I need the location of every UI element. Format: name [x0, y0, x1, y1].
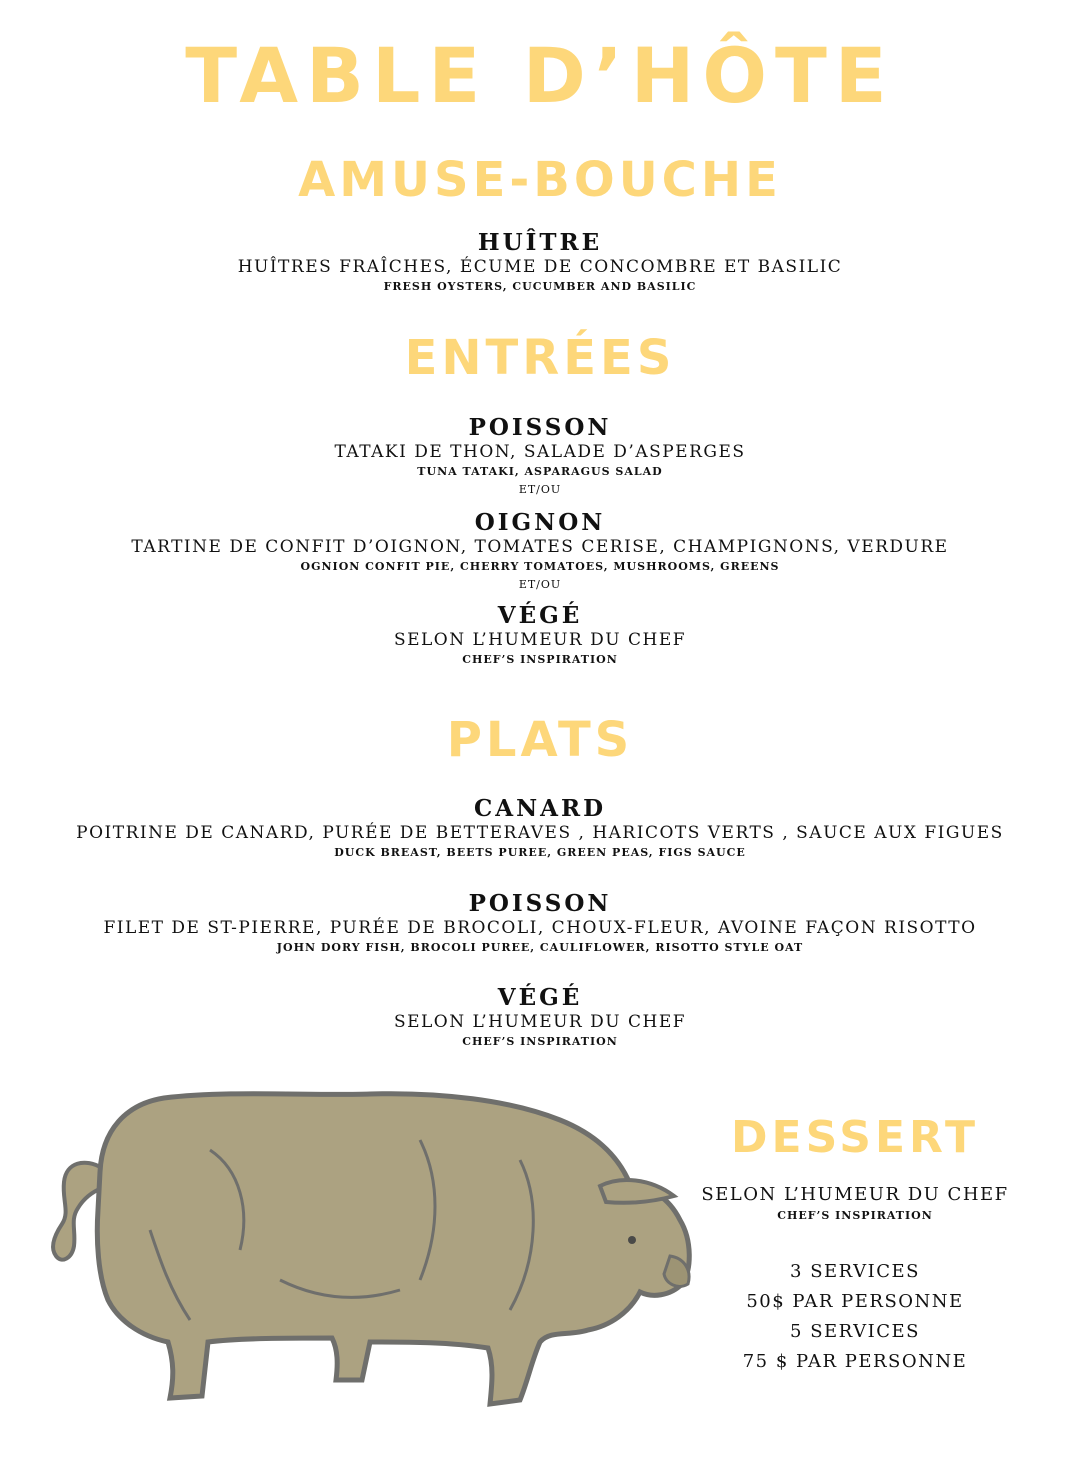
or-separator: ET/OU [518, 483, 562, 496]
dish-description-en: CHEF’S INSPIRATION [462, 653, 618, 666]
dish-name: POISSON [468, 890, 612, 917]
price-line: 5 SERVICES [790, 1321, 920, 1342]
dish-description-en: OGNION CONFIT PIE, CHERRY TOMATOES, MUSHROOMS, GREENS [300, 560, 780, 573]
dessert-description-fr: SELON L’HUMEUR DU CHEF [701, 1184, 1009, 1205]
dish-description-en: DUCK BREAST, BEETS PUREE, GREEN PEAS, FIGS SAUCE [334, 846, 746, 859]
dish-description-fr: SELON L’HUMEUR DU CHEF [393, 630, 687, 650]
dish-name: POISSON [468, 414, 612, 441]
dish-description-fr: FILET DE ST-PIERRE, PURÉE DE BROCOLI, CHOUX-FLEUR, AVOINE FAÇON RISOTTO [103, 918, 977, 938]
dish-name: VÉGÉ [497, 984, 583, 1011]
section-heading-dessert: DESSERT [731, 1112, 979, 1163]
price-line: 50$ PAR PERSONNE [746, 1291, 964, 1312]
section-heading-amuse-bouche: AMUSE-BOUCHE [298, 152, 782, 208]
dish-description-en: CHEF’S INSPIRATION [462, 1035, 618, 1048]
menu-item-plat-vege [0, 986, 1080, 1047]
dish-description-en: TUNA TATAKI, ASPARAGUS SALAD [417, 465, 663, 478]
dish-description-fr: POITRINE DE CANARD, PURÉE DE BETTERAVES , HARICOTS VERTS , SAUCE AUX FIGUES [76, 823, 1004, 843]
price-line: 75 $ PAR PERSONNE [742, 1351, 968, 1372]
dish-name: OIGNON [474, 509, 606, 536]
pricing-list [700, 1257, 1010, 1377]
menu-item-plat-poisson [0, 892, 1080, 953]
section-heading-entrees: ENTRÉES [404, 330, 676, 386]
section-heading-plats: PLATS [446, 712, 634, 768]
dessert-description-en: CHEF’S INSPIRATION [777, 1209, 933, 1222]
dish-name: HUÎTRE [477, 229, 603, 256]
price-line: 3 SERVICES [790, 1261, 920, 1282]
dish-name: VÉGÉ [497, 602, 583, 629]
pig-illustration [40, 1080, 700, 1420]
menu-title: TABLE D’HÔTE [185, 31, 895, 120]
menu-item-plat-canard [0, 797, 1080, 858]
dish-description-en: JOHN DORY FISH, BROCOLI PUREE, CAULIFLOWER, RISOTTO STYLE OAT [276, 941, 804, 954]
menu-item-entree-vege [0, 604, 1080, 665]
dish-description-fr: HUÎTRES FRAÎCHES, ÉCUME DE CONCOMBRE ET BASILIC [237, 257, 843, 277]
dessert-block [700, 1112, 1010, 1377]
dish-description-fr: TATAKI DE THON, SALADE D’ASPERGES [334, 442, 746, 462]
or-separator: ET/OU [518, 578, 562, 591]
menu-item-entree-poisson [0, 416, 1080, 495]
menu-item-huitre [0, 231, 1080, 292]
dish-name: CANARD [473, 795, 607, 822]
dish-description-en: FRESH OYSTERS, CUCUMBER AND BASILIC [383, 280, 697, 293]
dish-description-fr: TARTINE DE CONFIT D’OIGNON, TOMATES CERISE, CHAMPIGNONS, VERDURE [131, 537, 949, 557]
menu-item-entree-oignon [0, 511, 1080, 590]
dish-description-fr: SELON L’HUMEUR DU CHEF [393, 1012, 687, 1032]
